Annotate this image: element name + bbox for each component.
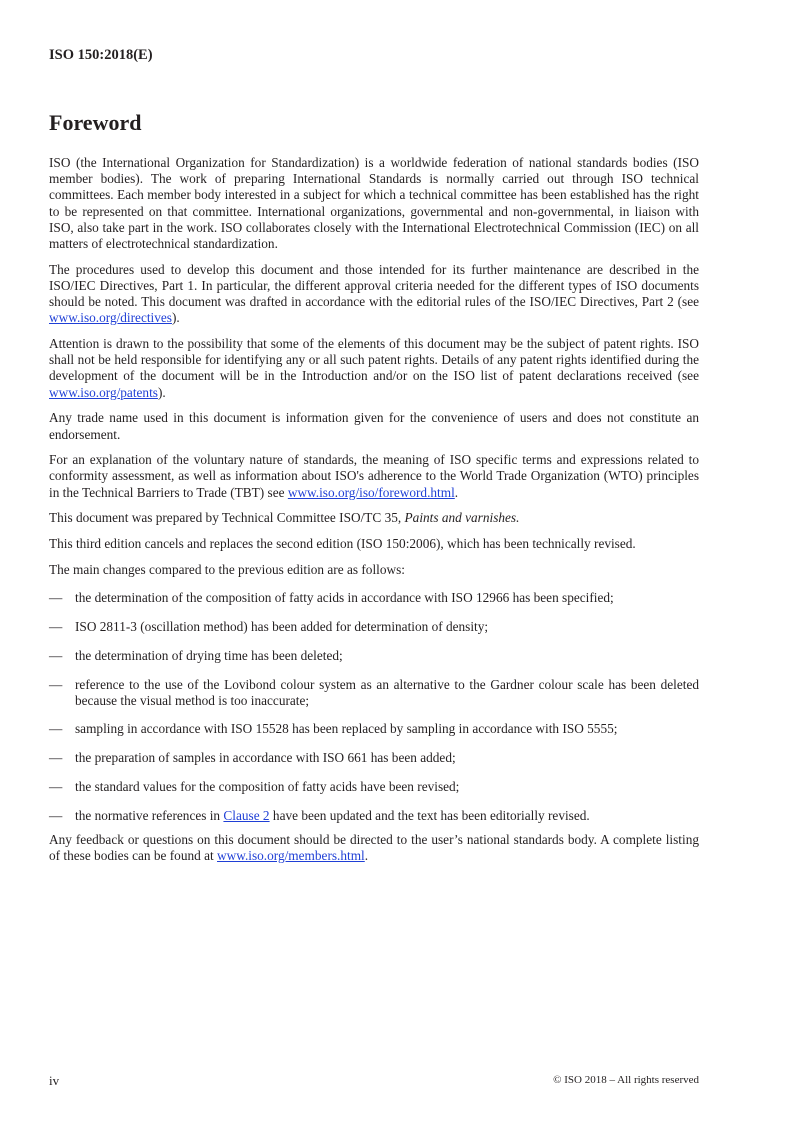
dash-bullet: — (49, 721, 63, 737)
list-item (49, 648, 699, 664)
dash-bullet: — (49, 778, 63, 794)
paragraph-committee (49, 510, 699, 526)
text: ). (157, 384, 166, 400)
paragraph-procedures (49, 262, 699, 327)
paragraph-iso-intro: ISO (the International Organization for Standardization) is a worldwide federation of national standards bodies (ISO member bodies). The work of preparing International Standards is normally carried out through ISO technical committees. Each member body interested in a subject for which a technical committee has been established has the right to be represented on that committee. International organizations, governmental and non-governmental, in liaison with ISO, also take part in the work. ISO collaborates closely with the International Electrotechnical Commission (IEC) on all matters of electrotechnical standardization. (49, 155, 699, 252)
dash-bullet: — (49, 619, 63, 635)
text: Any feedback or questions on this document should be directed to the user’s national standards body. A complete listing of these bodies can be found at (49, 831, 699, 863)
text: ). (171, 310, 180, 326)
list-item-text: the determination of the composition of fatty acids in accordance with ISO 12966 has been specified; (75, 590, 614, 606)
list-item (49, 590, 699, 606)
committee-name: Paints and varnishes. (404, 510, 520, 526)
paragraph-trade-name: Any trade name used in this document is information given for the convenience of users and does not constitute an endorsement. (49, 410, 699, 442)
text: . (454, 484, 459, 500)
list-item-text: sampling in accordance with ISO 15528 has been replaced by sampling in accordance with ISO 5555; (75, 721, 618, 737)
paragraph-voluntary (49, 452, 699, 501)
text: Attention is drawn to the possibility that some of the elements of this document may be the subject of patent rights. ISO shall not be held responsible for identifying any or all such patent rights. Details of any patent rights identified during the development of the document will be in the Introduction and/or on the ISO list of patent declarations received (see (49, 336, 699, 384)
list-item-text: reference to the use of the Lovibond colour system as an alternative to the Gardner colour scale has been deleted because the visual method is too inaccurate; (75, 676, 699, 708)
paragraph-changes-intro: The main changes compared to the previous edition are as follows: (49, 561, 405, 577)
text: have been updated and the text has been editorially revised. (269, 807, 590, 823)
list-item-text: the standard values for the composition of fatty acids have been revised; (75, 778, 460, 794)
list-item (49, 750, 699, 766)
dash-bullet: — (49, 807, 63, 823)
text: For an explanation of the voluntary nature of standards, the meaning of ISO specific terms and expressions related to conformity assessment, as well as information about ISO's adherence to the World Trade Organization (WTO) principles in the Technical Barriers to Trade (TBT) see (49, 452, 699, 500)
foreword-link[interactable]: www.iso.org/iso/foreword.html (287, 484, 455, 500)
list-item (49, 619, 699, 635)
directives-link[interactable]: www.iso.org/directives (49, 310, 172, 326)
list-item (49, 677, 699, 709)
list-item (49, 779, 699, 795)
list-item (49, 808, 699, 824)
patents-link[interactable]: www.iso.org/patents (49, 384, 158, 400)
list-item-text (75, 808, 699, 824)
document-id-header: ISO 150:2018(E) (49, 47, 153, 63)
page-title: Foreword (49, 110, 142, 135)
members-link[interactable]: www.iso.org/members.html (217, 848, 365, 863)
page-number: iv (49, 1073, 60, 1088)
list-item (49, 721, 699, 737)
text: This document was prepared by Technical Committee ISO/TC 35, (49, 510, 405, 526)
dash-bullet: — (49, 676, 63, 692)
dash-bullet: — (49, 590, 63, 606)
text: The procedures used to develop this document and those intended for its further maintenance are described in the ISO/IEC Directives, Part 1. In particular, the different approval criteria needed for the different types of ISO documents should be noted. This document was drafted in accordance with the editorial rules of the ISO/IEC Directives, Part 2 (see (49, 261, 699, 310)
paragraph-edition: This third edition cancels and replaces the second edition (ISO 150:2006), which has been technically revised. (49, 536, 636, 552)
list-item-text: ISO 2811-3 (oscillation method) has been added for determination of density; (75, 619, 489, 635)
text: . (364, 848, 369, 863)
list-item-text: the preparation of samples in accordance with ISO 661 has been added; (75, 750, 456, 766)
paragraph-feedback (49, 832, 699, 864)
copyright-notice: © ISO 2018 – All rights reserved (553, 1074, 699, 1086)
changes-list (49, 590, 699, 823)
text: the normative references in (75, 807, 224, 823)
dash-bullet: — (49, 647, 63, 663)
list-item-text: the determination of drying time has been deleted; (75, 647, 343, 663)
clause-2-link[interactable]: Clause 2 (223, 807, 270, 823)
dash-bullet: — (49, 750, 63, 766)
foreword-body (49, 155, 699, 874)
paragraph-patents (49, 336, 699, 401)
